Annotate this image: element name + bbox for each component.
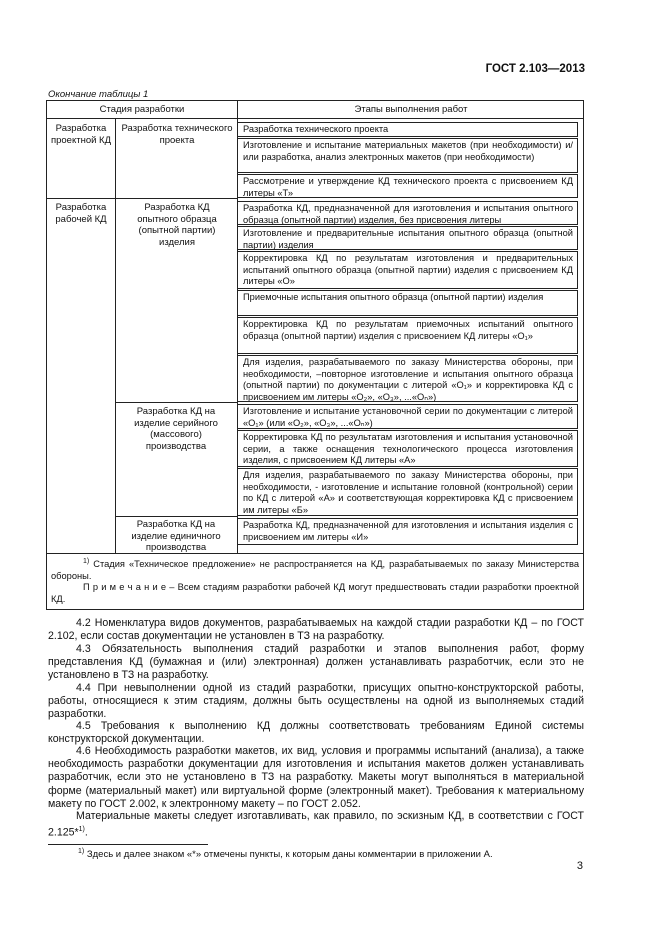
stage-project-kd: Разработка проектной КД [50,123,112,146]
column-header-stage: Стадия разработки [99,104,185,115]
step-cell: Разработка технического проекта [237,122,578,137]
substage-serial: Разработка КД на изделие серийного (массового) производства [134,406,218,452]
step-cell: Для изделия, разрабатываемого по заказу Министерства обороны, при необходимости, –повторное изготовление и испытания опытного образца (опытной партии) по документации с литерой «О₁» и корректировка КД с присвоением им литеры «О₂», «О₃», ...«Оₙ») [237,355,578,402]
footnote-divider [48,844,208,845]
paragraph-4-3: 4.3 Обязательность выполнения стадий разработки и этапов выполнения работ, форму представления КД (бумажная и (или) электронная) должен устанавливать разработчик, если это не установлено в ТЗ на разработку. [48,643,584,682]
page-footnote: $^{1)}$ Здесь и далее знаком «*» отмечены пункты, к которым даны комментарии в приложении А. [78,848,493,861]
step-cell: Корректировка КД по результатам изготовления и испытания установочной серии, а также оснащения технологического процесса изготовления изделия, с присвоением КД литеры «А» [237,430,578,467]
table-footnote: $^{1)}$ Стадия «Техническое предложение» не распространяется на КД, разрабатываемых по заказу Министерства обороны. [51,558,579,581]
substage-single: Разработка КД на изделие единичного производства [131,519,221,553]
step-cell: Корректировка КД по результатам приемочных испытаний опытного образца (опытной партии) изделия с присвоением КД литеры «О₁» [237,317,578,354]
step-cell: Разработка КД, предназначенной для изготовления и испытания опытного образца (опытной партии) изделия, без присвоения литеры [237,201,578,225]
substage-prototype: Разработка КД опытного образца (опытной партии) изделия [137,202,217,248]
paragraph-4-6: 4.6 Необходимость разработки макетов, их вид, условия и программы испытаний (анализа), а также необходимость разработки документации для изготовления и испытания макетов должен устанавливать разработчик, если это не установлено в ТЗ на разработку. Макеты могут выполняться в материальной форме (материальный макет) или виртуальной форме (электронный макет). Требования к материальному макету по ГОСТ 2.002, к электронному макету – по ГОСТ 2.052. [48,745,584,810]
step-cell: Изготовление и испытание установочной серии по документации с литерой «О₁» (или «О₂», «О₃», ...«Оₙ») [237,404,578,429]
paragraph-4-2: 4.2 Номенклатура видов документов, разрабатываемых на каждой стадии разработки КД – по ГОСТ 2.102, если состав документации не установлен в ТЗ на разработку. [48,617,584,643]
step-cell: Изготовление и испытание материальных макетов (при необходимости) и/или разработка, анализ электронных макетов (при необходимости) [237,138,578,173]
paragraph-4-5: 4.5 Требования к выполнению КД должны соответствовать требованиям Единой системы конструкторской документации. [48,720,584,746]
column-header-steps: Этапы выполнения работ [354,104,468,115]
table-note: П р и м е ч а н и е – Всем стадиям разработки рабочей КД могут предшествовать стадии разработки проектной КД. [51,582,579,604]
table-caption: Окончание таблицы 1 [48,89,149,100]
document-code: ГОСТ 2.103—2013 [485,63,585,75]
step-cell: Разработка КД, предназначенной для изготовления и испытания изделия с присвоением им литеры «И» [237,518,578,545]
stages-table [46,100,584,610]
page-number: 3 [576,860,583,872]
step-cell: Корректировка КД по результатам изготовления и предварительных испытаний опытного образца (опытной партии) изделия с присвоением КД литеры «О» [237,251,578,289]
step-cell: Изготовление и предварительные испытания опытного образца (опытной партии) изделия [237,226,578,250]
paragraph-macets: Материальные макеты следует изготавливать, как правило, по эскизным КД, в соответствии с ГОСТ 2.125*$^{1)}$. [48,810,584,839]
paragraph-4-4: 4.4 При невыполнении одной из стадий разработки, присущих опытно-конструкторской работы, работы, относящиеся к этим стадиям, должны быть осуществлены на одной из выполняемых стадий разработки. [48,682,584,721]
stage-working-kd: Разработка рабочей КД [55,202,107,225]
step-cell: Рассмотрение и утверждение КД технического проекта с присвоением КД литеры «Т» [237,174,578,198]
substage-tech-project: Разработка технического проекта [121,123,233,146]
step-cell: Приемочные испытания опытного образца (опытной партии) изделия [237,290,578,316]
table-header-row [47,101,583,119]
step-cell: Для изделия, разрабатываемого по заказу Министерства обороны, при необходимости, - изготовление и испытание головной (контрольной) серии по КД с литерой «А» и соответствующая корректировка КД с присвоением им литеры «Б» [237,468,578,516]
